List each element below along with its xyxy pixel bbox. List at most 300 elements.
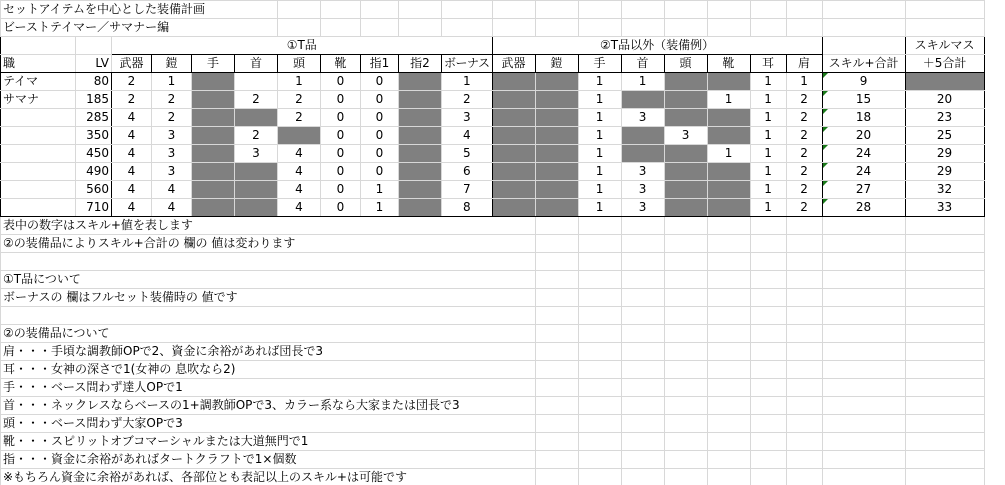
t-cell[interactable]: 2: [152, 109, 192, 127]
o-cell[interactable]: [492, 163, 535, 181]
cell[interactable]: [664, 379, 707, 397]
cell[interactable]: [278, 1, 321, 19]
o-cell[interactable]: 1: [750, 181, 786, 199]
t-cell[interactable]: [235, 181, 278, 199]
job-header[interactable]: 職: [1, 55, 76, 73]
cell[interactable]: [707, 397, 750, 415]
cell[interactable]: [822, 361, 905, 379]
cell[interactable]: [664, 451, 707, 469]
o-cell[interactable]: [535, 163, 578, 181]
col-other-header[interactable]: 手: [578, 55, 621, 73]
cell[interactable]: [621, 415, 664, 433]
cell[interactable]: [621, 307, 664, 325]
job-cell[interactable]: [1, 181, 76, 199]
note-text[interactable]: 手・・・ベース問わず達人OPで1: [1, 379, 536, 397]
skill-mastery-cell[interactable]: 20: [905, 91, 984, 109]
o-cell[interactable]: 3: [621, 109, 664, 127]
skill-total-cell[interactable]: 24: [822, 163, 905, 181]
cell[interactable]: [905, 415, 984, 433]
skill-mastery-cell[interactable]: 29: [905, 145, 984, 163]
t-cell[interactable]: 1: [361, 181, 399, 199]
t-cell[interactable]: 4: [152, 181, 192, 199]
cell[interactable]: [822, 415, 905, 433]
cell[interactable]: [707, 19, 750, 37]
group-t-header[interactable]: ①T品: [112, 37, 493, 55]
col-t-header[interactable]: 指2: [399, 55, 442, 73]
col-t-header[interactable]: ボーナス: [442, 55, 493, 73]
o-cell[interactable]: 2: [786, 109, 822, 127]
cell[interactable]: [707, 415, 750, 433]
t-cell[interactable]: 4: [112, 199, 152, 217]
skill-total-cell[interactable]: 9: [822, 73, 905, 91]
cell[interactable]: [621, 1, 664, 19]
cell[interactable]: [707, 217, 750, 235]
cell[interactable]: [578, 451, 621, 469]
cell[interactable]: [905, 397, 984, 415]
cell[interactable]: [321, 19, 361, 37]
cell[interactable]: [399, 1, 442, 19]
t-cell[interactable]: 3: [152, 145, 192, 163]
col-t-header[interactable]: 頭: [278, 55, 321, 73]
o-cell[interactable]: [664, 91, 707, 109]
cell[interactable]: [664, 361, 707, 379]
job-cell[interactable]: テイマ: [1, 73, 76, 91]
o-cell[interactable]: [664, 73, 707, 91]
o-cell[interactable]: [492, 127, 535, 145]
cell[interactable]: [707, 1, 750, 19]
note-text[interactable]: 肩・・・手頃な調教師OPで2、資金に余裕があれば団長で3: [1, 343, 536, 361]
col-other-header[interactable]: 首: [621, 55, 664, 73]
o-cell[interactable]: [621, 91, 664, 109]
t-cell[interactable]: [399, 127, 442, 145]
cell[interactable]: [905, 217, 984, 235]
cell[interactable]: [664, 235, 707, 253]
cell[interactable]: [707, 469, 750, 485]
skill-mastery-cell[interactable]: 25: [905, 127, 984, 145]
cell[interactable]: [535, 379, 578, 397]
note-text[interactable]: [1, 253, 536, 271]
o-cell[interactable]: [535, 181, 578, 199]
skill-total-cell[interactable]: 18: [822, 109, 905, 127]
cell[interactable]: [750, 343, 786, 361]
skill-total-header-top[interactable]: [822, 37, 905, 55]
cell[interactable]: [492, 19, 535, 37]
o-cell[interactable]: 2: [786, 181, 822, 199]
cell[interactable]: [822, 397, 905, 415]
o-cell[interactable]: 3: [621, 181, 664, 199]
o-cell[interactable]: [492, 91, 535, 109]
cell[interactable]: [621, 451, 664, 469]
t-cell[interactable]: 0: [361, 127, 399, 145]
cell[interactable]: [621, 343, 664, 361]
o-cell[interactable]: 1: [707, 91, 750, 109]
o-cell[interactable]: 1: [578, 109, 621, 127]
cell[interactable]: [707, 253, 750, 271]
o-cell[interactable]: 1: [578, 127, 621, 145]
cell[interactable]: [664, 289, 707, 307]
skill-total-cell[interactable]: 28: [822, 199, 905, 217]
cell[interactable]: [578, 217, 621, 235]
cell[interactable]: [707, 271, 750, 289]
o-cell[interactable]: [664, 181, 707, 199]
cell[interactable]: [822, 307, 905, 325]
job-cell[interactable]: [1, 199, 76, 217]
cell[interactable]: [621, 397, 664, 415]
o-cell[interactable]: 1: [786, 73, 822, 91]
cell[interactable]: [750, 217, 786, 235]
cell[interactable]: [822, 469, 905, 485]
note-text[interactable]: 指・・・資金に余裕があればタートクラフトで1×個数: [1, 451, 536, 469]
lv-cell[interactable]: 285: [76, 109, 112, 127]
cell[interactable]: [399, 19, 442, 37]
cell[interactable]: [905, 343, 984, 361]
cell[interactable]: [786, 325, 822, 343]
cell[interactable]: [750, 235, 786, 253]
cell[interactable]: [750, 433, 786, 451]
cell[interactable]: [278, 19, 321, 37]
o-cell[interactable]: [535, 145, 578, 163]
t-cell[interactable]: 6: [442, 163, 493, 181]
t-cell[interactable]: [399, 199, 442, 217]
lv-header[interactable]: LV: [76, 55, 112, 73]
t-cell[interactable]: 0: [321, 199, 361, 217]
cell[interactable]: [707, 361, 750, 379]
t-cell[interactable]: [192, 181, 235, 199]
o-cell[interactable]: 2: [786, 91, 822, 109]
skill-mastery-header[interactable]: スキルマス: [905, 37, 984, 55]
job-cell[interactable]: [1, 145, 76, 163]
lv-cell[interactable]: 185: [76, 91, 112, 109]
t-cell[interactable]: 0: [321, 145, 361, 163]
cell[interactable]: [786, 451, 822, 469]
sheet-subtitle[interactable]: ビーストテイマー／サマナー編: [1, 19, 278, 37]
cell[interactable]: [786, 415, 822, 433]
o-cell[interactable]: [707, 127, 750, 145]
col-other-header[interactable]: 武器: [492, 55, 535, 73]
cell[interactable]: [535, 397, 578, 415]
cell[interactable]: [750, 1, 786, 19]
t-cell[interactable]: [192, 91, 235, 109]
cell[interactable]: [786, 307, 822, 325]
note-text[interactable]: ②の装備品について: [1, 325, 536, 343]
t-cell[interactable]: [235, 199, 278, 217]
cell[interactable]: [664, 397, 707, 415]
o-cell[interactable]: [535, 127, 578, 145]
cell[interactable]: [707, 379, 750, 397]
sheet-title[interactable]: セットアイテムを中心とした装備計画: [1, 1, 278, 19]
o-cell[interactable]: 2: [786, 145, 822, 163]
cell[interactable]: [578, 343, 621, 361]
col-other-header[interactable]: 肩: [786, 55, 822, 73]
cell[interactable]: [578, 253, 621, 271]
cell[interactable]: [535, 325, 578, 343]
col-other-header[interactable]: 鎧: [535, 55, 578, 73]
t-cell[interactable]: 2: [278, 91, 321, 109]
skill-total-cell[interactable]: 27: [822, 181, 905, 199]
cell[interactable]: [750, 253, 786, 271]
cell[interactable]: [664, 253, 707, 271]
o-cell[interactable]: [535, 199, 578, 217]
cell[interactable]: [905, 1, 984, 19]
cell[interactable]: [786, 217, 822, 235]
cell[interactable]: [905, 307, 984, 325]
o-cell[interactable]: 1: [578, 199, 621, 217]
cell[interactable]: [621, 469, 664, 485]
cell[interactable]: [822, 451, 905, 469]
skill-total-header[interactable]: スキル+合計: [822, 55, 905, 73]
t-cell[interactable]: 3: [152, 163, 192, 181]
col-t-header[interactable]: 武器: [112, 55, 152, 73]
cell[interactable]: [621, 433, 664, 451]
t-cell[interactable]: 2: [235, 127, 278, 145]
cell[interactable]: [578, 271, 621, 289]
o-cell[interactable]: 1: [750, 163, 786, 181]
cell[interactable]: [535, 271, 578, 289]
lv-cell[interactable]: 80: [76, 73, 112, 91]
cell[interactable]: [621, 253, 664, 271]
note-text[interactable]: ※もちろん資金に余裕があれば、各部位とも表記以上のスキル+は可能です: [1, 469, 536, 485]
cell[interactable]: [621, 361, 664, 379]
o-cell[interactable]: [492, 181, 535, 199]
cell[interactable]: [750, 397, 786, 415]
cell[interactable]: [822, 235, 905, 253]
cell[interactable]: [786, 253, 822, 271]
cell[interactable]: [535, 289, 578, 307]
cell[interactable]: [750, 469, 786, 485]
t-cell[interactable]: [235, 73, 278, 91]
o-cell[interactable]: [492, 199, 535, 217]
o-cell[interactable]: [664, 145, 707, 163]
t-cell[interactable]: 0: [361, 73, 399, 91]
t-cell[interactable]: 1: [278, 73, 321, 91]
cell[interactable]: [707, 289, 750, 307]
cell[interactable]: [578, 415, 621, 433]
note-text[interactable]: ②の装備品によりスキル+合計の 欄の 値は変わります: [1, 235, 536, 253]
cell[interactable]: [664, 469, 707, 485]
cell[interactable]: [578, 469, 621, 485]
job-cell[interactable]: [1, 127, 76, 145]
note-text[interactable]: ボーナスの 欄はフルセット装備時の 値です: [1, 289, 536, 307]
o-cell[interactable]: 2: [786, 127, 822, 145]
t-cell[interactable]: 3: [442, 109, 493, 127]
note-text[interactable]: 表中の数字はスキル+値を表します: [1, 217, 536, 235]
skill-mastery-cell[interactable]: 32: [905, 181, 984, 199]
col-other-header[interactable]: 耳: [750, 55, 786, 73]
cell[interactable]: [535, 235, 578, 253]
col-other-header[interactable]: 靴: [707, 55, 750, 73]
cell[interactable]: [535, 19, 578, 37]
t-cell[interactable]: 0: [361, 91, 399, 109]
cell[interactable]: [578, 379, 621, 397]
t-cell[interactable]: 0: [321, 163, 361, 181]
t-cell[interactable]: 1: [361, 199, 399, 217]
t-cell[interactable]: 2: [278, 109, 321, 127]
lv-cell[interactable]: 710: [76, 199, 112, 217]
cell[interactable]: [578, 325, 621, 343]
cell[interactable]: [905, 271, 984, 289]
cell[interactable]: [750, 361, 786, 379]
t-cell[interactable]: 0: [321, 73, 361, 91]
cell[interactable]: [750, 415, 786, 433]
job-cell[interactable]: [1, 109, 76, 127]
cell[interactable]: [750, 289, 786, 307]
o-cell[interactable]: 1: [750, 91, 786, 109]
note-text[interactable]: 首・・・ネックレスならベースの1+調教師OPで3、カラー系なら大家または団長で3: [1, 397, 536, 415]
t-cell[interactable]: 4: [112, 127, 152, 145]
o-cell[interactable]: [535, 109, 578, 127]
o-cell[interactable]: [707, 163, 750, 181]
cell[interactable]: [786, 19, 822, 37]
cell[interactable]: [621, 19, 664, 37]
cell[interactable]: [621, 379, 664, 397]
cell[interactable]: [905, 235, 984, 253]
cell[interactable]: [822, 1, 905, 19]
o-cell[interactable]: [535, 73, 578, 91]
cell[interactable]: [578, 235, 621, 253]
cell[interactable]: [664, 271, 707, 289]
o-cell[interactable]: 1: [750, 145, 786, 163]
cell[interactable]: [822, 253, 905, 271]
t-cell[interactable]: [399, 145, 442, 163]
t-cell[interactable]: 0: [321, 181, 361, 199]
cell[interactable]: [786, 469, 822, 485]
t-cell[interactable]: 0: [321, 109, 361, 127]
o-cell[interactable]: 1: [578, 91, 621, 109]
t-cell[interactable]: [192, 109, 235, 127]
t-cell[interactable]: [399, 163, 442, 181]
cell[interactable]: [535, 1, 578, 19]
cell[interactable]: [664, 19, 707, 37]
o-cell[interactable]: 1: [578, 73, 621, 91]
t-cell[interactable]: [192, 145, 235, 163]
lv-cell[interactable]: 450: [76, 145, 112, 163]
cell[interactable]: [822, 433, 905, 451]
o-cell[interactable]: [492, 145, 535, 163]
t-cell[interactable]: 0: [321, 127, 361, 145]
t-cell[interactable]: 0: [361, 145, 399, 163]
t-cell[interactable]: 2: [112, 91, 152, 109]
cell[interactable]: [786, 1, 822, 19]
t-cell[interactable]: [192, 127, 235, 145]
o-cell[interactable]: 3: [621, 163, 664, 181]
header-blank[interactable]: [1, 37, 76, 55]
cell[interactable]: [822, 289, 905, 307]
t-cell[interactable]: 3: [235, 145, 278, 163]
o-cell[interactable]: 2: [786, 163, 822, 181]
o-cell[interactable]: 1: [750, 199, 786, 217]
lv-cell[interactable]: 350: [76, 127, 112, 145]
skill-mastery-cell[interactable]: 29: [905, 163, 984, 181]
t-cell[interactable]: 2: [442, 91, 493, 109]
cell[interactable]: [578, 361, 621, 379]
o-cell[interactable]: 2: [786, 199, 822, 217]
lv-cell[interactable]: 560: [76, 181, 112, 199]
t-cell[interactable]: [399, 91, 442, 109]
o-cell[interactable]: [664, 163, 707, 181]
t-cell[interactable]: 0: [321, 91, 361, 109]
t-cell[interactable]: 4: [152, 199, 192, 217]
skill-mastery-cell[interactable]: 33: [905, 199, 984, 217]
cell[interactable]: [535, 451, 578, 469]
cell[interactable]: [707, 451, 750, 469]
o-cell[interactable]: [492, 109, 535, 127]
note-text[interactable]: 耳・・・女神の深さで1(女神の 息吹なら2): [1, 361, 536, 379]
skill-mastery-cell[interactable]: 23: [905, 109, 984, 127]
o-cell[interactable]: 1: [750, 73, 786, 91]
cell[interactable]: [664, 325, 707, 343]
cell[interactable]: [664, 415, 707, 433]
t-cell[interactable]: 2: [235, 91, 278, 109]
t-cell[interactable]: 4: [278, 199, 321, 217]
o-cell[interactable]: [535, 91, 578, 109]
col-other-header[interactable]: 頭: [664, 55, 707, 73]
t-cell[interactable]: [278, 127, 321, 145]
col-t-header[interactable]: 靴: [321, 55, 361, 73]
cell[interactable]: [786, 271, 822, 289]
t-cell[interactable]: 0: [361, 163, 399, 181]
cell[interactable]: [621, 271, 664, 289]
cell[interactable]: [786, 379, 822, 397]
t-cell[interactable]: 4: [112, 163, 152, 181]
cell[interactable]: [905, 19, 984, 37]
cell[interactable]: [786, 397, 822, 415]
t-cell[interactable]: [192, 163, 235, 181]
cell[interactable]: [905, 469, 984, 485]
cell[interactable]: [786, 289, 822, 307]
cell[interactable]: [750, 19, 786, 37]
note-text[interactable]: 靴・・・スピリットオブコマーシャルまたは大道無門で1: [1, 433, 536, 451]
cell[interactable]: [321, 1, 361, 19]
t-cell[interactable]: [192, 73, 235, 91]
skill-mastery-cell[interactable]: [905, 73, 984, 91]
cell[interactable]: [535, 361, 578, 379]
cell[interactable]: [905, 325, 984, 343]
cell[interactable]: [535, 343, 578, 361]
o-cell[interactable]: 1: [707, 145, 750, 163]
o-cell[interactable]: 1: [578, 163, 621, 181]
t-cell[interactable]: 0: [361, 109, 399, 127]
col-t-header[interactable]: 手: [192, 55, 235, 73]
cell[interactable]: [535, 433, 578, 451]
cell[interactable]: [621, 325, 664, 343]
o-cell[interactable]: [621, 145, 664, 163]
cell[interactable]: [905, 289, 984, 307]
t-cell[interactable]: 2: [152, 91, 192, 109]
header-blank[interactable]: [76, 37, 112, 55]
cell[interactable]: [535, 253, 578, 271]
o-cell[interactable]: [707, 181, 750, 199]
t-cell[interactable]: [399, 181, 442, 199]
t-cell[interactable]: [399, 109, 442, 127]
cell[interactable]: [664, 307, 707, 325]
cell[interactable]: [578, 1, 621, 19]
cell[interactable]: [361, 1, 399, 19]
cell[interactable]: [664, 433, 707, 451]
o-cell[interactable]: [707, 73, 750, 91]
cell[interactable]: [707, 325, 750, 343]
t-cell[interactable]: [399, 73, 442, 91]
t-cell[interactable]: 8: [442, 199, 493, 217]
cell[interactable]: [750, 451, 786, 469]
cell[interactable]: [578, 433, 621, 451]
cell[interactable]: [822, 19, 905, 37]
o-cell[interactable]: 1: [578, 145, 621, 163]
job-cell[interactable]: [1, 163, 76, 181]
t-cell[interactable]: 4: [442, 127, 493, 145]
cell[interactable]: [664, 217, 707, 235]
skill-total-cell[interactable]: 15: [822, 91, 905, 109]
cell[interactable]: [750, 379, 786, 397]
